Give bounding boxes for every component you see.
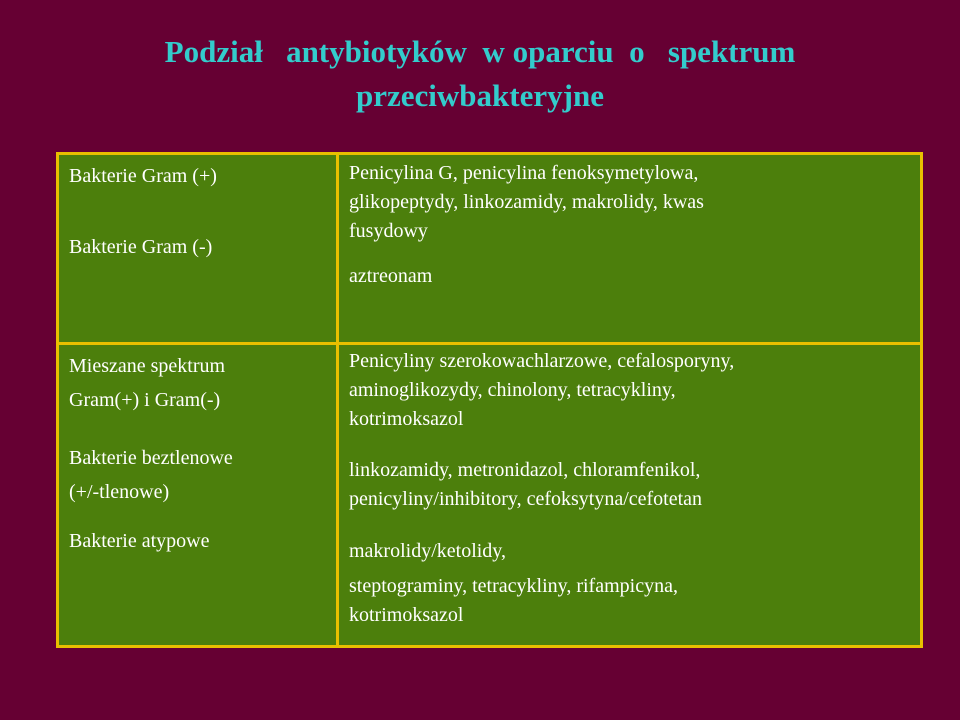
antibiotics-line: Penicyliny szerokowachlarzowe, cefalosporyny, <box>349 350 735 372</box>
slide-title-line-1: Podział antybiotyków w oparciu o spektrum <box>164 34 796 69</box>
bacteria-group-label: Gram(+) i Gram(-) <box>69 389 221 411</box>
table-row <box>58 344 922 647</box>
bacteria-group-cell <box>58 154 338 344</box>
table-row <box>58 154 922 344</box>
antibiotics-line: makrolidy/ketolidy, <box>349 540 507 562</box>
bacteria-group-cell <box>58 344 338 647</box>
bacteria-group-label: Bakterie beztlenowe <box>69 447 233 469</box>
antibiotics-line: aztreonam <box>349 265 433 287</box>
antibiotics-line: penicyliny/inhibitory, cefoksytyna/cefotetan <box>349 488 703 510</box>
antibiotics-line: linkozamidy, metronidazol, chloramfenikol, <box>349 459 701 481</box>
antibiotics-line: aminoglikozydy, chinolony, tetracykliny, <box>349 379 676 401</box>
antibiotics-line: kotrimoksazol <box>349 604 464 626</box>
antibiotics-line: glikopeptydy, linkozamidy, makrolidy, kwas <box>349 191 704 213</box>
bacteria-group-label: (+/-tlenowe) <box>69 481 170 503</box>
antibiotic-spectrum-table <box>56 152 923 648</box>
antibiotics-cell <box>338 344 922 647</box>
antibiotics-line: steptograminy, tetracykliny, rifampicyna, <box>349 575 678 597</box>
bacteria-group-label: Bakterie Gram (+) <box>69 165 217 187</box>
slide-title <box>0 30 960 118</box>
bacteria-group-label: Mieszane spektrum <box>69 355 226 377</box>
bacteria-group-label: Bakterie Gram (-) <box>69 236 213 258</box>
antibiotics-line: kotrimoksazol <box>349 408 464 430</box>
slide-title-line-2: przeciwbakteryjne <box>356 78 604 113</box>
bacteria-group-label: Bakterie atypowe <box>69 530 210 552</box>
antibiotics-line: fusydowy <box>349 220 428 242</box>
antibiotics-line: Penicylina G, penicylina fenoksymetylowa, <box>349 162 699 184</box>
antibiotics-cell <box>338 154 922 344</box>
